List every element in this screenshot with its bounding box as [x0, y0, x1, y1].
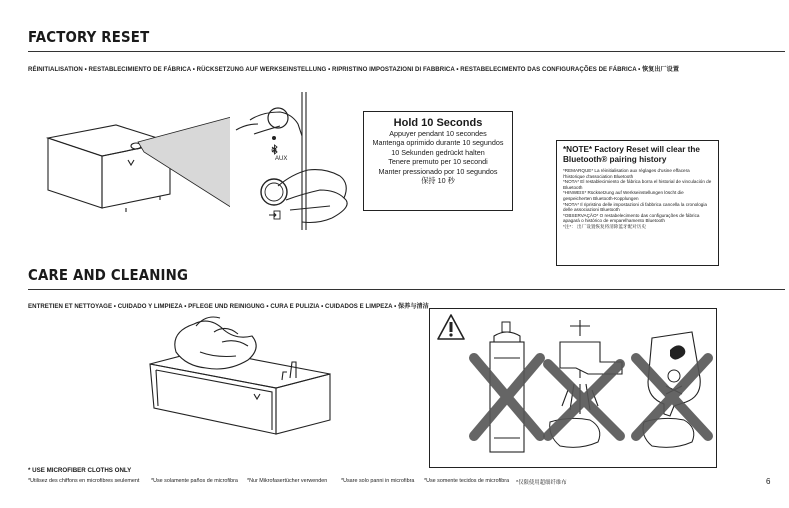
- hold-instructions-box: [363, 111, 513, 211]
- spray-can-icon: [468, 318, 548, 458]
- faucet-icon: [540, 318, 630, 458]
- note-line-fr: *REMARQUE* La réinitialisation aux réglages d'usine effacera l'historique d'association Bluetooth: [563, 168, 690, 179]
- hold-line-fr: Appuyer pendant 10 secondes: [389, 129, 487, 138]
- note-line-es: *NOTA* El restablecimiento de fábrica borra el historial de vinculación de Bluetooth: [563, 179, 712, 190]
- note-title: *NOTE* Factory Reset will clear the Bluetooth® pairing history: [563, 145, 700, 164]
- bluetooth-icon: [271, 144, 279, 155]
- zoom-panel: [230, 92, 347, 230]
- note-box: [556, 140, 719, 266]
- footnote-de: *Nur Mikrofasertücher verwenden: [247, 478, 328, 484]
- footnote-fr: *Utilisez des chiffons en microfibres seulement: [28, 478, 140, 484]
- factory-reset-rule: [28, 51, 785, 52]
- hold-line-de: 10 Sekunden gedrückt halten: [391, 147, 485, 157]
- care-languages: ENTRETIEN ET NETTOYAGE • CUIDADO Y LIMPIEZA • PFLEGE UND REINIGUNG • CURA E PULIZIA • CUIDADOS E LIMPEZA • 保养与清洁: [28, 303, 429, 310]
- hold-line-zh: 保持 10 秒: [421, 176, 455, 186]
- footnote-zh: *仅限使用超细纤维布: [516, 480, 567, 486]
- care-title: CARE AND CLEANING: [28, 266, 189, 284]
- chemical-bottle-icon: [630, 318, 714, 458]
- note-line-de: *HINWEIS* Rücksetzung auf Werkseinstellungen löscht die gespeicherten Bluetooth-Kopplungen: [563, 190, 684, 201]
- microfiber-note: * USE MICROFIBER CLOTHS ONLY: [28, 467, 132, 474]
- footnote-it: *Usare solo panni in microfibra: [341, 478, 415, 484]
- hold-line-it: Tenere premuto per 10 secondi: [388, 157, 488, 167]
- factory-reset-illustration: [40, 90, 360, 230]
- power-input-icon: [269, 210, 281, 220]
- factory-reset-title: FACTORY RESET: [28, 28, 150, 46]
- warning-icon: [436, 313, 466, 341]
- hold-line-pt: Manter pressionado por 10 segundos: [378, 166, 498, 176]
- note-line-zh: *注*： 出厂设置恢复将清除蓝牙配对历史: [563, 223, 646, 229]
- note-line-it: *NOTA* Il ripristino delle impostazioni di fabbrica cancella la cronologia delle associazioni Bluetooth: [563, 201, 707, 213]
- aux-label: AUX: [275, 156, 288, 162]
- care-rule: [28, 289, 785, 290]
- note-line-pt: *OBSERVAÇÃO* O restabelecimento das configurações de fábrica apagará o histórico de emparelhamento Bluetooth: [563, 212, 700, 224]
- footnote-pt: *Use somente tecidos de microfibra: [424, 478, 510, 484]
- hold-line-es: Mantenga oprimido durante 10 segundos: [372, 138, 504, 148]
- cleaning-illustration: [140, 312, 340, 442]
- factory-reset-languages: RÉINITIALISATION • RESTABLECIMIENTO DE FÁBRICA • RÜCKSETZUNG AUF WERKSEINSTELLUNG • RIPRISTINO IMPOSTAZIONI DI FABBRICA • RESTABELECIMENTO DAS CONFIGURAÇÕES DE FÁBRICA • 恢复出厂设置: [28, 66, 679, 73]
- page-number: 6: [766, 477, 771, 486]
- footnote-es: *Use solamente paños de microfibra: [151, 478, 238, 484]
- hold-title: Hold 10 Seconds: [393, 117, 483, 129]
